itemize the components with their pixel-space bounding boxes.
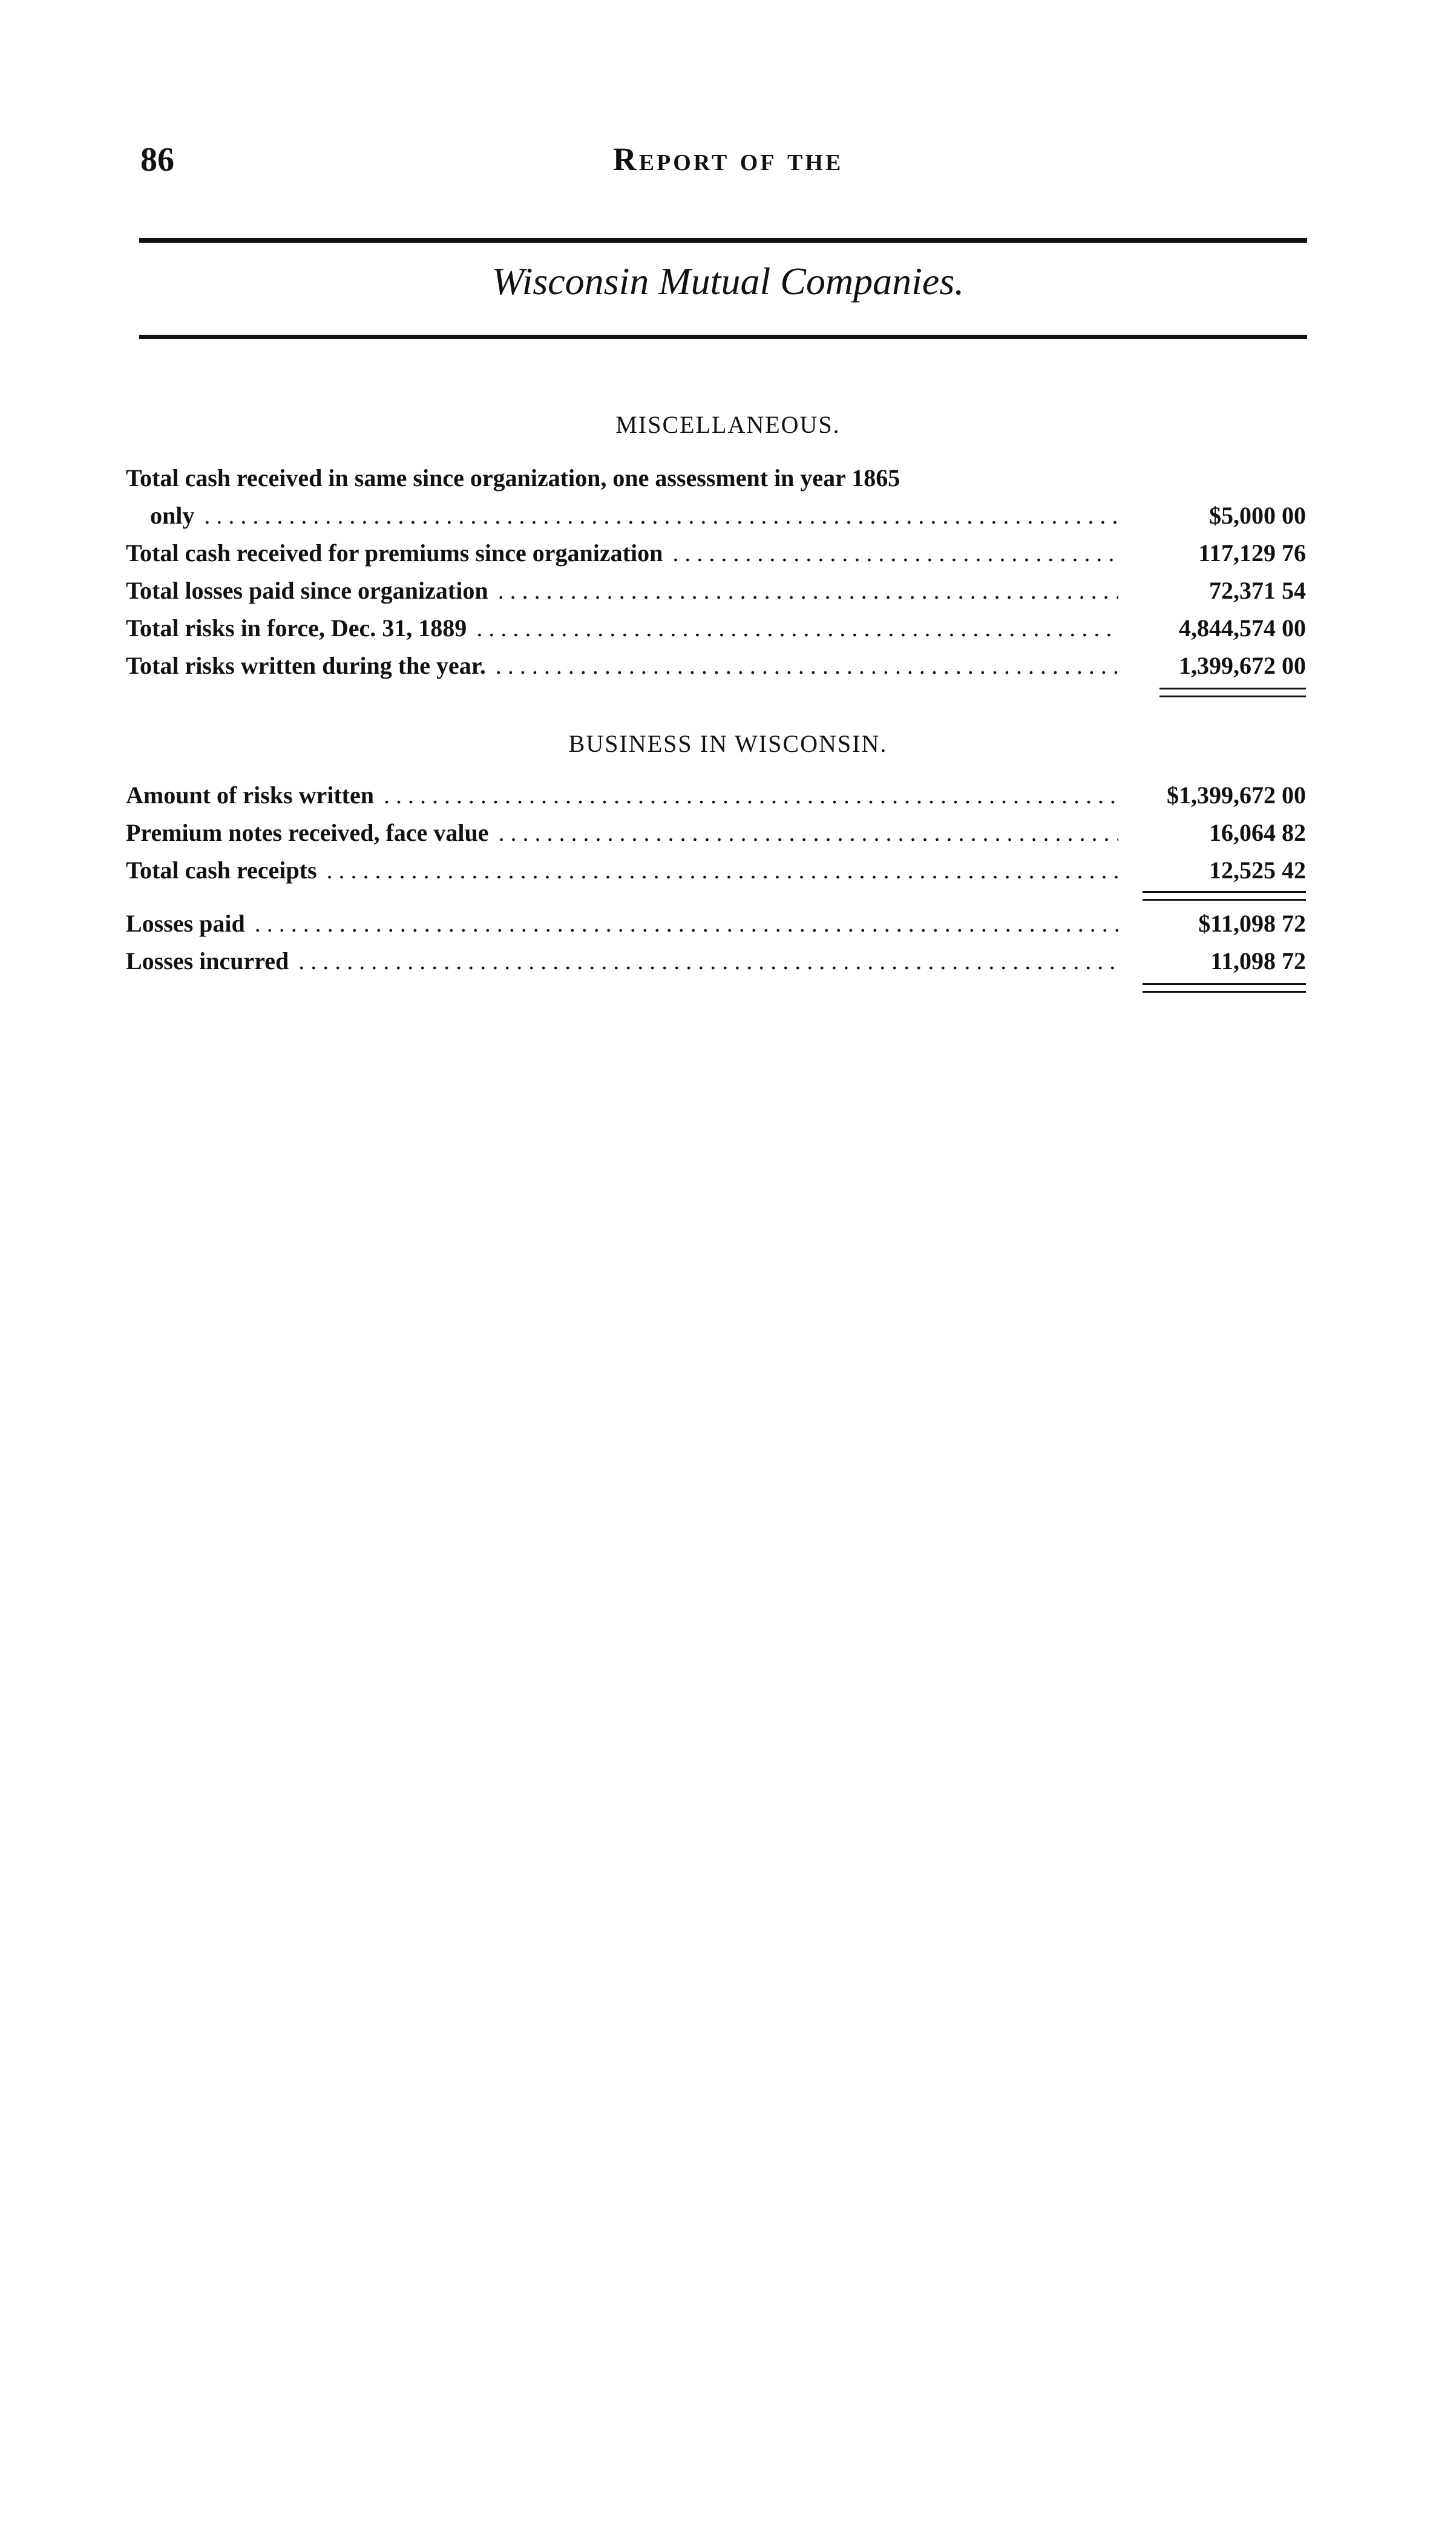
ledger-row [126, 852, 1306, 889]
ledger-row [126, 648, 1306, 684]
ledger-row-label: Total risks written during the year. [126, 652, 490, 679]
ledger-row [126, 906, 1306, 942]
total-double-rule [1143, 983, 1306, 993]
ledger-row [126, 535, 1306, 571]
ledger-row-label: Amount of risks written [126, 781, 378, 809]
ledger-row-amount: 117,129 76 [1198, 539, 1306, 567]
ledger-row-amount: 12,525 42 [1209, 857, 1306, 884]
ledger-row-label: Total losses paid since organization [126, 577, 492, 604]
ledger-row-label: Total risks in force, Dec. 31, 1889 [126, 614, 470, 642]
ledger-row [126, 777, 1306, 814]
ledger-row-amount: 16,064 82 [1209, 819, 1306, 846]
page-title: Wisconsin Mutual Companies. [491, 260, 965, 303]
ledger-row [126, 943, 1306, 979]
ledger-row [126, 498, 1306, 534]
section-heading-miscellaneous: MISCELLANEOUS. [615, 411, 841, 438]
ledger-row-amount: 11,098 72 [1210, 947, 1306, 975]
ledger-row [126, 815, 1306, 851]
header-rule-bottom [139, 335, 1307, 339]
ledger-row-amount: 4,844,574 00 [1179, 614, 1306, 642]
ledger-row-label: only [150, 502, 198, 529]
ledger-row-amount: 72,371 54 [1209, 577, 1306, 604]
ledger-row-label: Losses paid [126, 910, 249, 937]
section-heading-business: BUSINESS IN WISCONSIN. [568, 730, 888, 757]
ledger-row-label: Losses incurred [126, 947, 292, 975]
ledger-row-label: Total cash received in same since organization, one assessment in year 1865 [126, 464, 903, 492]
ledger-row [126, 573, 1306, 609]
ledger-row-amount: $1,399,672 00 [1167, 781, 1306, 809]
ledger-row [126, 610, 1306, 646]
ledger-row-label: Total cash received for premiums since organization [126, 539, 666, 567]
ledger-row-label: Premium notes received, face value [126, 819, 492, 846]
page-number: 86 [140, 141, 174, 179]
ledger-row-amount: 1,399,672 00 [1179, 652, 1306, 679]
ledger-row-label: Total cash receipts [126, 857, 321, 884]
header-rule-top [139, 238, 1307, 243]
ledger-row-amount: $11,098 72 [1198, 910, 1306, 937]
ledger-row-amount: $5,000 00 [1209, 502, 1306, 529]
running-head: Report of the [612, 141, 844, 177]
subtotal-double-rule [1143, 891, 1306, 901]
total-double-rule [1159, 688, 1306, 697]
ledger-row [126, 460, 1306, 496]
